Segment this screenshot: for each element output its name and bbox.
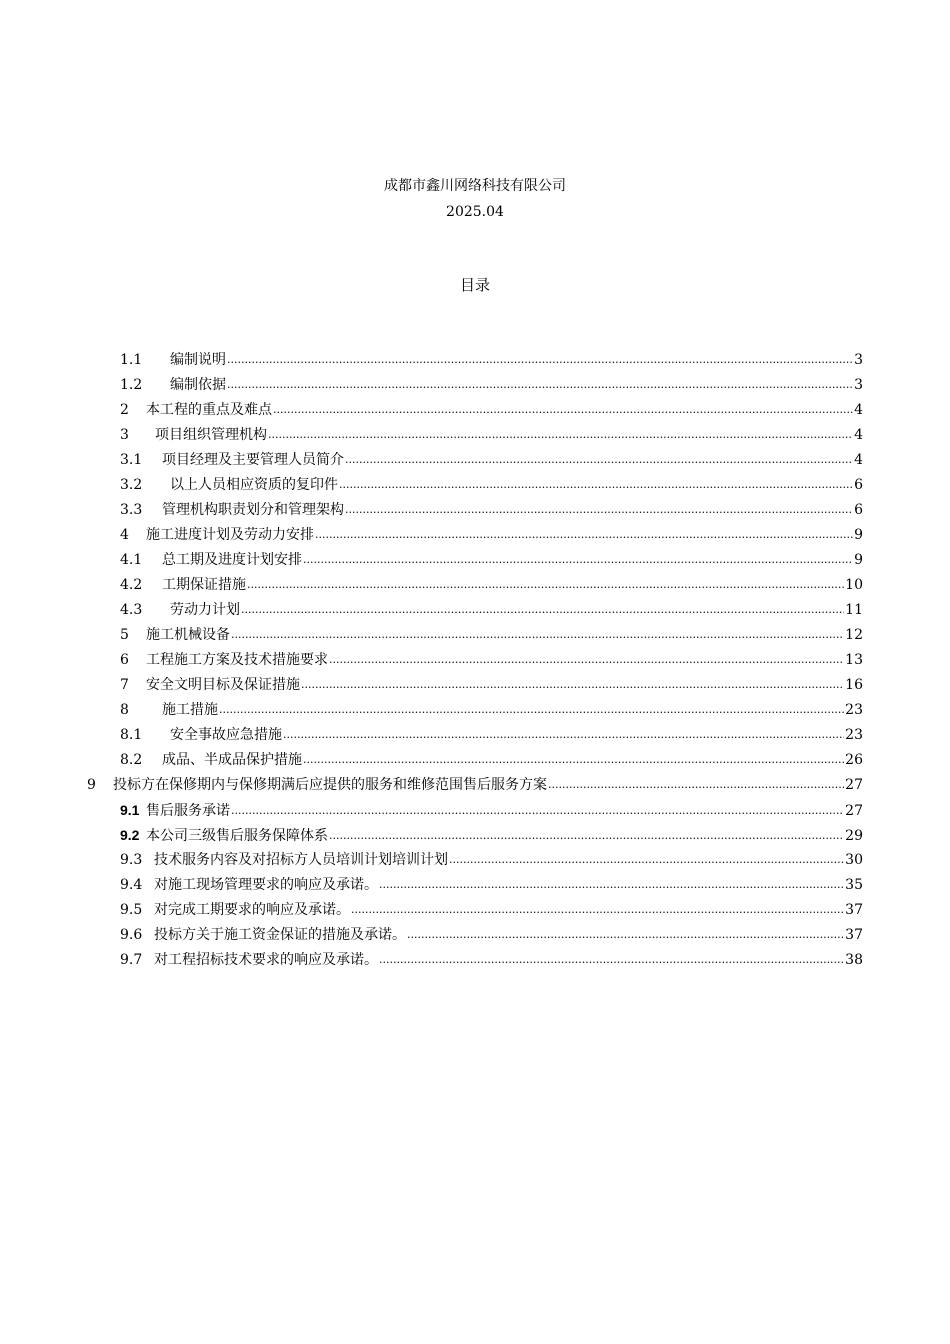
toc-entry[interactable] (120, 350, 863, 370)
toc-entry[interactable] (120, 850, 863, 870)
toc-entry-title: 成品、半成品保护措施 (162, 752, 302, 768)
toc-entry-number: 8.1 (120, 727, 143, 743)
toc-entry-page: 37 (845, 927, 863, 943)
toc-entry-page: 27 (845, 777, 863, 793)
toc-dot-leader (329, 650, 844, 670)
toc-entry-page: 13 (845, 652, 863, 668)
toc-entry-number: 4.2 (120, 577, 143, 593)
toc-entry-title: 安全文明目标及保证措施 (146, 677, 300, 693)
toc-entry[interactable] (120, 500, 863, 520)
toc-entry-page: 37 (845, 902, 863, 918)
toc-entry[interactable] (120, 925, 863, 945)
toc-entry-page: 4 (854, 402, 863, 418)
toc-dot-leader (303, 550, 853, 570)
toc-entry-title: 项目组织管理机构 (155, 427, 267, 443)
toc-dot-leader (227, 350, 853, 370)
toc-entry-page: 6 (854, 502, 863, 518)
toc-entry-number: 9.3 (120, 852, 143, 868)
toc-entry[interactable] (87, 775, 863, 795)
toc-dot-leader (449, 850, 844, 870)
toc-entry[interactable] (120, 675, 863, 695)
toc-entry-title: 技术服务内容及对招标方人员培训计划培训计划 (154, 852, 448, 868)
toc-entry-number: 9.1 (120, 802, 140, 818)
toc-entry[interactable] (120, 625, 863, 645)
toc-dot-leader (247, 575, 844, 595)
toc-entry-title: 总工期及进度计划安排 (162, 552, 302, 568)
toc-entry-number: 3.2 (120, 477, 143, 493)
toc-dot-leader (231, 625, 844, 645)
toc-entry[interactable] (120, 525, 863, 545)
toc-dot-leader (283, 725, 844, 745)
toc-entry[interactable] (120, 425, 863, 445)
toc-entry-page: 29 (845, 828, 863, 844)
toc-dot-leader (268, 425, 853, 445)
toc-entry[interactable] (120, 725, 863, 745)
toc-entry-title: 对工程招标技术要求的响应及承诺。 (154, 952, 378, 968)
toc-entry[interactable] (120, 450, 863, 470)
toc-entry-number: 4.3 (120, 602, 143, 618)
toc-dot-leader (301, 675, 844, 695)
toc-entry-number: 1.2 (120, 377, 143, 393)
toc-dot-leader (227, 375, 853, 395)
toc-entry[interactable] (120, 800, 863, 820)
toc-entry[interactable] (120, 900, 863, 920)
toc-entry-title: 安全事故应急措施 (170, 727, 282, 743)
toc-dot-leader (219, 700, 844, 720)
toc-entry-title: 投标方关于施工资金保证的措施及承诺。 (154, 927, 406, 943)
toc-entry-number: 9.6 (120, 927, 143, 943)
toc-entry-title: 以上人员相应资质的复印件 (170, 477, 338, 493)
toc-entry-page: 26 (845, 752, 863, 768)
toc-entry-page: 12 (845, 627, 863, 643)
toc-entry-number: 1.1 (120, 352, 143, 368)
toc-entry-title: 施工措施 (162, 702, 218, 718)
toc-entry-title: 施工机械设备 (146, 627, 230, 643)
toc-entry[interactable] (120, 700, 863, 720)
toc-entry-title: 施工进度计划及劳动力安排 (146, 527, 314, 543)
toc-entry-page: 23 (845, 702, 863, 718)
toc-entry-number: 9.7 (120, 952, 143, 968)
toc-entry-page: 3 (854, 352, 863, 368)
toc-entry-number: 5 (120, 627, 129, 643)
toc-dot-leader (241, 600, 844, 620)
toc-dot-leader (379, 875, 844, 895)
toc-dot-leader (345, 500, 853, 520)
toc-entry-number: 9.5 (120, 902, 143, 918)
company-name: 成都市鑫川网络科技有限公司 (384, 178, 566, 194)
document-date: 2025.04 (446, 204, 504, 220)
toc-entry-number: 6 (120, 652, 129, 668)
toc-title: 目录 (459, 276, 490, 294)
toc-entry-title: 本公司三级售后服务保障体系 (146, 828, 328, 844)
toc-entry-number: 4 (120, 527, 129, 543)
toc-entry-page: 4 (854, 427, 863, 443)
toc-entry-title: 工期保证措施 (162, 577, 246, 593)
toc-entry-page: 9 (854, 552, 863, 568)
toc-entry[interactable] (120, 475, 863, 495)
toc-entry-page: 3 (854, 377, 863, 393)
toc-entry-title: 编制说明 (170, 352, 226, 368)
toc-dot-leader (548, 775, 844, 795)
toc-dot-leader (345, 450, 853, 470)
toc-entry-title: 本工程的重点及难点 (146, 402, 272, 418)
toc-dot-leader (339, 475, 853, 495)
toc-entry[interactable] (120, 875, 863, 895)
toc-entry-page: 4 (854, 452, 863, 468)
toc-dot-leader (273, 400, 853, 420)
toc-entry-number: 4.1 (120, 552, 143, 568)
toc-entry[interactable] (120, 375, 863, 395)
toc-dot-leader (351, 900, 844, 920)
toc-entry-title: 投标方在保修期内与保修期满后应提供的服务和维修范围售后服务方案 (113, 777, 547, 793)
toc-entry-page: 35 (845, 877, 863, 893)
toc-entry-number: 8 (120, 702, 129, 718)
toc-entry-page: 23 (845, 727, 863, 743)
toc-entry[interactable] (120, 950, 863, 970)
toc-dot-leader (231, 801, 844, 821)
toc-dot-leader (379, 950, 844, 970)
toc-entry-title: 售后服务承诺 (146, 803, 230, 819)
toc-entry-title: 工程施工方案及技术措施要求 (146, 652, 328, 668)
toc-entry[interactable] (120, 750, 863, 770)
toc-entry-number: 3 (120, 427, 129, 443)
toc-entry-title: 编制依据 (170, 377, 226, 393)
toc-entry-title: 对完成工期要求的响应及承诺。 (154, 902, 350, 918)
toc-entry-number: 9.4 (120, 877, 143, 893)
toc-entry-page: 10 (845, 577, 863, 593)
toc-entry-number: 3.1 (120, 452, 143, 468)
toc-entry[interactable] (120, 550, 863, 570)
toc-entry-title: 劳动力计划 (170, 602, 240, 618)
toc-dot-leader (407, 925, 844, 945)
toc-entry[interactable] (120, 400, 863, 420)
toc-entry-number: 9.2 (120, 827, 140, 843)
toc-entry-page: 38 (845, 952, 863, 968)
toc-entry[interactable] (120, 575, 863, 595)
toc-entry[interactable] (120, 650, 863, 670)
toc-entry-number: 7 (120, 677, 129, 693)
toc-entry-title: 项目经理及主要管理人员简介 (162, 452, 344, 468)
toc-entry-page: 30 (845, 852, 863, 868)
toc-entry-title: 对施工现场管理要求的响应及承诺。 (154, 877, 378, 893)
toc-dot-leader (303, 750, 844, 770)
toc-dot-leader (329, 826, 844, 846)
toc-entry-page: 11 (845, 602, 863, 618)
toc-entry[interactable] (120, 600, 863, 620)
toc-entry-number: 8.2 (120, 752, 143, 768)
toc-entry-page: 6 (854, 477, 863, 493)
toc-dot-leader (315, 525, 853, 545)
toc-entry-number: 9 (87, 777, 96, 793)
toc-entry-number: 3.3 (120, 502, 143, 518)
toc-entry-page: 9 (854, 527, 863, 543)
toc-entry-title: 管理机构职责划分和管理架构 (162, 502, 344, 518)
toc-entry[interactable] (120, 825, 863, 845)
toc-entry-number: 2 (120, 402, 129, 418)
toc-entry-page: 27 (845, 803, 863, 819)
toc-entry-page: 16 (845, 677, 863, 693)
